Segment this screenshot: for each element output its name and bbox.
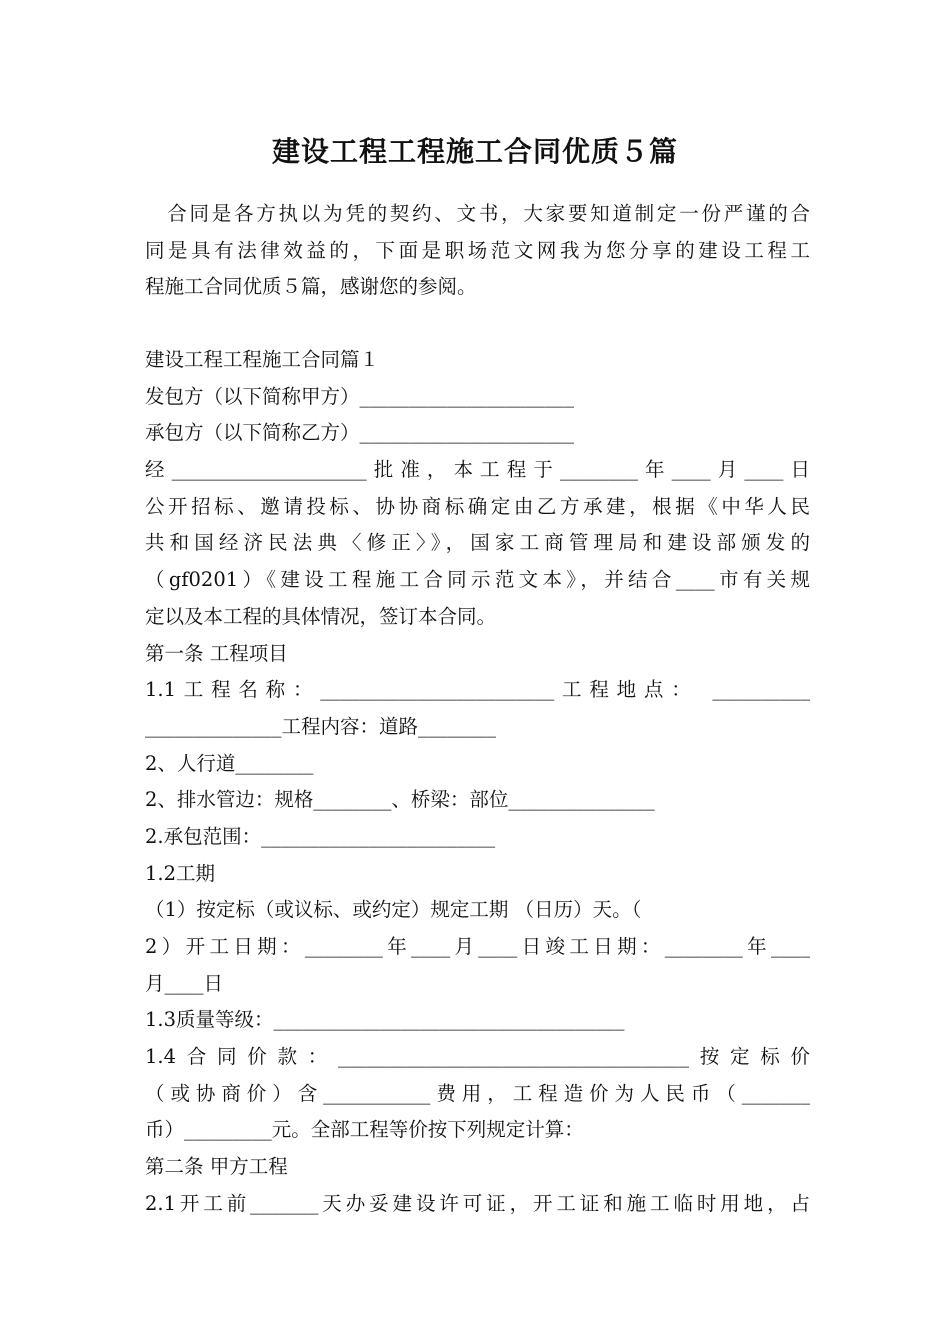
intro-line: 合同是各方执以为凭的契约、文书，大家要知道制定一份严谨的合 [145,202,810,225]
intro-paragraph [145,196,810,306]
section-heading: 建设工程工程施工合同篇１ [145,348,380,371]
intro-line: 程施工合同优质５篇，感谢您的参阅。 [145,275,477,298]
party-b-line: 承包方（以下简称乙方）______________________ [145,421,575,445]
body-line: 共和国经济民法典〈修正〉》，国家工商管理局和建设部颁发的 [145,531,810,555]
article-heading: 第二条 甲方工程 [145,1155,288,1179]
body-line: 2、人行道________ [145,751,314,775]
body-line: 定以及本工程的具体情况，签订本合同。 [145,604,497,628]
body-line: 公开招标、邀请投标、协协商标确定由乙方承建，根据《中华人民 [145,494,810,518]
document-title: 建设工程工程施工合同优质５篇 [271,135,678,168]
body-line: 2、排水管边：规格________、桥梁：部位_______________ [145,788,655,812]
intro-line: 同是具有法律效益的，下面是职场范文网我为您分享的建设工程工 [145,238,810,262]
body-line: 1.3质量等级：____________________________________ [145,1008,625,1032]
body-line: 1.2工期 [145,861,216,885]
contract-body [145,342,810,1223]
body-line: 2）开工日期：________年____月____日竣工日期：________年____ [145,935,810,958]
article-heading: 第一条 工程项目 [145,641,288,665]
body-line: （或协商价）含___________费用，工程造价为人民币（_______ [145,1081,810,1105]
body-line: 2.承包范围：________________________ [145,824,496,848]
body-line: 币）_________元。全部工程等价按下列规定计算： [145,1118,584,1142]
party-a-line: 发包方（以下简称甲方）______________________ [145,384,575,408]
body-line: ______________工程内容：道路________ [145,714,497,738]
body-line: （1）按定标（或议标、或约定）规定工期 （日历）天。（ [145,898,642,922]
body-line: 1.4合同价款：____________________________________按定标价 [145,1045,810,1069]
body-line: 月____日 [145,971,224,995]
body-line: 1.1工程名称：________________________工程地点： __________ [145,678,810,702]
body-line: （gf0201）《建设工程施工合同示范文本》，并结合____市有关规 [145,568,810,592]
body-line: 2.1开工前_______天办妥建设许可证，开工证和施工临时用地，占 [145,1191,810,1215]
body-line: 经____________________批准，本工程于________年____月____日 [145,458,810,482]
